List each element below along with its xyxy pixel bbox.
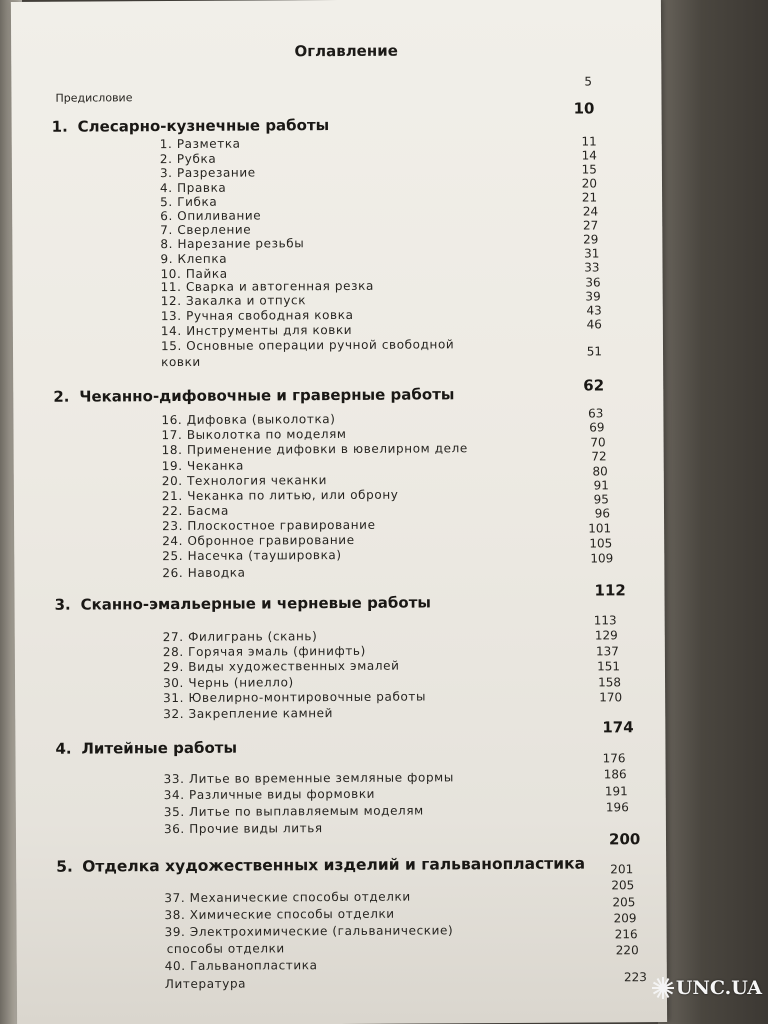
toc-page: 15 — [581, 162, 597, 177]
literature-label: Литература — [164, 976, 247, 992]
preface-label: Предисловие — [55, 91, 133, 105]
toc-item: 3. Разрезание — [159, 165, 256, 181]
toc-item: 13. Ручная свободная ковка — [160, 307, 354, 324]
toc-page: 176 — [602, 751, 626, 766]
toc-item: 32. Закрепление камней — [163, 706, 334, 722]
toc-page: 33 — [584, 260, 600, 275]
toc-item: 18. Применение дифовки в ювелирном деле — [161, 441, 468, 458]
toc-item: 40. Гальванопластика — [164, 958, 318, 974]
toc-page: 96 — [594, 506, 611, 521]
toc-item: 26. Наводка — [162, 565, 246, 581]
toc-page: 46 — [586, 317, 602, 332]
section-number: 5. — [56, 857, 73, 876]
toc-page: 105 — [589, 536, 613, 551]
toc-item: 11. Сварка и автогенная резка — [160, 278, 374, 295]
toc-item: 30. Чернь (ниелло) — [162, 675, 294, 691]
toc-page: 72 — [591, 449, 607, 464]
toc-item: 1. Разметка — [159, 136, 241, 152]
toc-page: 196 — [605, 800, 629, 815]
toc-page: 70 — [590, 435, 606, 450]
toc-page: 101 — [588, 521, 612, 536]
toc-page: 186 — [603, 767, 627, 782]
toc-item: 2. Рубка — [159, 151, 217, 167]
section-number: 3. — [54, 595, 71, 614]
toc-page: 205 — [611, 878, 635, 893]
section-page: 62 — [583, 376, 605, 395]
toc-item: 16. Дифовка (выколотка) — [161, 412, 336, 428]
toc-item: 37. Механические способы отделки — [164, 889, 411, 906]
toc-item: 12. Закалка и отпуск — [160, 293, 307, 309]
toc-page: 31 — [584, 246, 600, 261]
section-heading — [56, 855, 585, 876]
watermark-logo — [652, 968, 762, 1008]
toc-page: 51 — [586, 344, 603, 359]
toc-item: 24. Обронное гравирование — [162, 532, 355, 549]
toc-page: 158 — [598, 675, 622, 690]
section-number: 4. — [55, 739, 72, 758]
toc-page: 151 — [596, 659, 620, 674]
toc-page: 27 — [582, 218, 599, 233]
toc-page: 11 — [581, 134, 597, 149]
toc-page: 137 — [595, 644, 619, 659]
book-page — [11, 0, 667, 1024]
literature-page: 223 — [623, 970, 647, 985]
toc-page: 113 — [593, 613, 617, 628]
toc-item: 27. Филигрань (скань) — [162, 629, 318, 645]
toc-item: 14. Инструменты для ковки — [160, 322, 353, 339]
section-page: 10 — [573, 99, 595, 118]
section-number: 1. — [51, 117, 68, 136]
toc-page: 43 — [586, 303, 602, 318]
toc-item: 7. Сверление — [160, 222, 252, 238]
toc-item: 15. Основные операции ручной свободной — [160, 337, 455, 354]
section-heading — [53, 385, 454, 405]
section-heading — [55, 593, 431, 613]
section-number: 2. — [53, 387, 70, 406]
toc-page: 29 — [583, 232, 599, 247]
toc-page: 129 — [594, 628, 618, 643]
toc-item: 17. Выколотка по моделям — [161, 426, 347, 443]
background-right — [658, 0, 768, 1024]
toc-item: 31. Ювелирно-монтировочные работы — [163, 689, 427, 706]
section-heading — [55, 739, 237, 758]
toc-item: 10. Пайка — [160, 266, 228, 282]
toc-item: 6. Опиливание — [160, 208, 262, 224]
watermark-text: UNC.UA — [675, 977, 762, 999]
toc-item: 28. Горячая эмаль (финифть) — [162, 643, 366, 660]
toc-item-continued: способы отделки — [166, 941, 285, 957]
toc-page: 21 — [581, 190, 598, 205]
section-page: 112 — [594, 581, 626, 600]
toc-page: 209 — [613, 911, 637, 926]
toc-page: 91 — [593, 478, 609, 493]
toc-page: 205 — [612, 895, 636, 910]
toc-item: 36. Прочие виды литья — [163, 821, 323, 837]
toc-page: 20 — [581, 176, 598, 191]
section-title: Сканно-эмальерные и черневые работы — [80, 593, 431, 614]
toc-item: 38. Химические способы отделки — [164, 906, 395, 923]
toc-item: 23. Плоскостное гравирование — [162, 517, 376, 534]
toc-item: 25. Насечка (таушировка) — [162, 547, 342, 564]
toc-page: 220 — [615, 943, 639, 958]
section-page: 200 — [608, 830, 641, 849]
toc-item: 21. Чеканка по литью, или оброну — [161, 487, 399, 504]
toc-item: 39. Электрохимические (гальванические) — [164, 923, 454, 940]
toc-item: 33. Литье во временные земляные формы — [163, 770, 454, 787]
toc-page: 201 — [610, 862, 634, 877]
toc-page: 170 — [599, 690, 623, 705]
toc-page: 216 — [614, 927, 638, 942]
toc-item: 5. Гибка — [160, 194, 218, 210]
section-title: Чеканно-дифовочные и граверные работы — [79, 385, 455, 406]
toc-item: 22. Басма — [161, 503, 229, 519]
toc-page: 80 — [592, 464, 608, 479]
toc-page: 109 — [590, 551, 614, 566]
section-heading — [52, 116, 330, 136]
toc-item: 20. Технология чеканки — [161, 473, 328, 489]
toc-page: 36 — [585, 275, 601, 290]
toc-page: 14 — [581, 148, 597, 163]
toc-page: 95 — [593, 492, 609, 507]
toc-page: 63 — [588, 406, 604, 421]
toc-item: 29. Виды художественных эмалей — [162, 658, 400, 675]
section-page: 174 — [602, 718, 634, 737]
page-title: Оглавление — [294, 41, 398, 61]
section-title: Литейные работы — [81, 738, 238, 758]
toc-item-continued: ковки — [161, 354, 201, 370]
toc-page: 24 — [582, 204, 599, 219]
toc-item: 34. Различные виды формовки — [163, 786, 376, 803]
section-title: Отделка художественных изделий и гальванопластика — [82, 854, 586, 876]
toc-item: 4. Правка — [159, 180, 227, 196]
preface-page: 5 — [584, 74, 593, 89]
toc-page: 69 — [589, 420, 605, 435]
toc-item: 19. Чеканка — [161, 458, 244, 474]
toc-item: 8. Нарезание резьбы — [160, 236, 305, 252]
toc-item: 9. Клепка — [160, 251, 228, 267]
toc-item: 35. Литье по выплавляемым моделям — [163, 803, 424, 820]
toc-page: 191 — [604, 784, 628, 799]
toc-page: 39 — [585, 289, 601, 304]
section-title: Слесарно-кузнечные работы — [77, 116, 330, 136]
starburst-icon — [652, 977, 673, 999]
